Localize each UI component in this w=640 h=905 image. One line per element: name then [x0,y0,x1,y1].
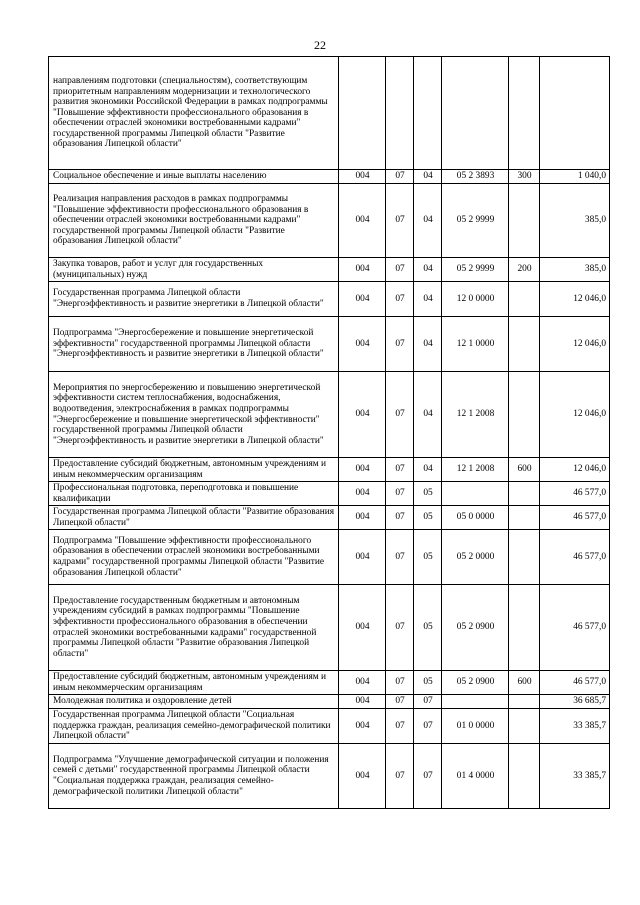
target-article-cell [442,695,509,709]
table-row [49,170,610,184]
amount-cell: 36 685,7 [540,695,610,709]
ministry-code-cell: 004 [339,695,386,709]
ministry-code-cell: 004 [339,317,386,372]
table-row [49,372,610,458]
table-row [49,744,610,809]
ministry-code-cell: 004 [339,671,386,695]
target-article-cell: 05 2 0900 [442,585,509,671]
table-row [49,709,610,744]
subsection-code-cell: 07 [414,695,442,709]
section-code-cell: 07 [386,744,414,809]
target-article-cell: 05 2 0000 [442,530,509,585]
target-article-cell: 12 1 2008 [442,372,509,458]
row-description: Предоставление субсидий бюджетным, автономным учреждениям и иным некоммерческим организациям [49,458,339,482]
table-row [49,482,610,506]
page-number: 22 [314,38,326,52]
amount-cell: 46 577,0 [540,585,610,671]
expense-type-cell [509,506,540,530]
amount-cell: 12 046,0 [540,282,610,317]
ministry-code-cell: 004 [339,458,386,482]
expense-type-cell [509,695,540,709]
section-code-cell: 07 [386,282,414,317]
table-row [49,671,610,695]
subsection-code-cell: 05 [414,482,442,506]
expense-type-cell [509,709,540,744]
target-article-cell: 05 2 9999 [442,184,509,258]
amount-cell: 12 046,0 [540,458,610,482]
row-description: Реализация направления расходов в рамках подпрограммы "Повышение эффективности профессионального образования в обеспечении отраслей экономики востребованными кадрами" государственной программы Липецкой области "Развитие образования Липецкой области" [49,184,339,258]
section-code-cell: 07 [386,695,414,709]
subsection-code-cell: 05 [414,506,442,530]
amount-cell: 33 385,7 [540,744,610,809]
row-description: Государственная программа Липецкой области "Энергоэффективность и развитие энергетики в Липецкой области" [49,282,339,317]
amount-cell: 46 577,0 [540,506,610,530]
amount-cell: 46 577,0 [540,530,610,585]
budget-table [48,56,610,809]
expense-type-cell [509,585,540,671]
section-code-cell: 07 [386,372,414,458]
expense-type-cell [509,744,540,809]
subsection-code-cell: 05 [414,671,442,695]
section-code-cell: 07 [386,530,414,585]
section-code-cell [386,57,414,170]
row-description: Предоставление государственным бюджетным и автономным учреждениям субсидий в рамках подпрограммы "Повышение эффективности профессионального образования в обеспечении отраслей экономики востребованными кадрами" государственной программы Липецкой области "Развитие образования Липецкой области" [49,585,339,671]
amount-cell: 1 040,0 [540,170,610,184]
section-code-cell: 07 [386,317,414,372]
ministry-code-cell: 004 [339,506,386,530]
expense-type-cell [509,317,540,372]
ministry-code-cell: 004 [339,184,386,258]
subsection-code-cell: 05 [414,585,442,671]
ministry-code-cell: 004 [339,258,386,282]
expense-type-cell [509,372,540,458]
expense-type-cell: 300 [509,170,540,184]
ministry-code-cell: 004 [339,372,386,458]
ministry-code-cell: 004 [339,585,386,671]
amount-cell: 33 385,7 [540,709,610,744]
subsection-code-cell: 04 [414,458,442,482]
target-article-cell [442,57,509,170]
table-row [49,506,610,530]
row-description: Государственная программа Липецкой области "Социальная поддержка граждан, реализация семейно-демографической политики Липецкой области" [49,709,339,744]
section-code-cell: 07 [386,585,414,671]
table-row [49,585,610,671]
row-description: Подпрограмма "Улучшение демографической ситуации и положения семей с детьми" государственной программы Липецкой области "Социальная поддержка граждан, реализация семейно-демографической политики Липецкой области" [49,744,339,809]
subsection-code-cell: 04 [414,170,442,184]
section-code-cell: 07 [386,258,414,282]
expense-type-cell: 200 [509,258,540,282]
target-article-cell [442,482,509,506]
row-description: Социальное обеспечение и иные выплаты населению [49,170,339,184]
row-description: Предоставление субсидий бюджетным, автономным учреждениям и иным некоммерческим организациям [49,671,339,695]
table-row [49,695,610,709]
table-row [49,258,610,282]
amount-cell: 12 046,0 [540,372,610,458]
ministry-code-cell: 004 [339,530,386,585]
amount-cell: 46 577,0 [540,671,610,695]
row-description: Закупка товаров, работ и услуг для государственных (муниципальных) нужд [49,258,339,282]
subsection-code-cell: 04 [414,282,442,317]
ministry-code-cell: 004 [339,709,386,744]
target-article-cell: 01 0 0000 [442,709,509,744]
table-row [49,184,610,258]
amount-cell: 385,0 [540,258,610,282]
subsection-code-cell: 04 [414,184,442,258]
subsection-code-cell: 04 [414,317,442,372]
section-code-cell: 07 [386,170,414,184]
subsection-code-cell: 04 [414,258,442,282]
section-code-cell: 07 [386,671,414,695]
table-row [49,530,610,585]
row-description: Мероприятия по энергосбережению и повышению энергетической эффективности систем теплоснабжения, водоснабжения, водоотведения, электроснабжения в рамках подпрограммы "Энергосбережение и повышение энергетической эффективности" государственной программы Липецкой области "Энергоэффективность и развитие энергетики в Липецкой области" [49,372,339,458]
target-article-cell: 01 4 0000 [442,744,509,809]
target-article-cell: 12 1 2008 [442,458,509,482]
row-description: Молодежная политика и оздоровление детей [49,695,339,709]
table-row [49,282,610,317]
expense-type-cell [509,482,540,506]
row-description: Профессиональная подготовка, переподготовка и повышение квалификации [49,482,339,506]
subsection-code-cell: 07 [414,744,442,809]
section-code-cell: 07 [386,506,414,530]
target-article-cell: 05 0 0000 [442,506,509,530]
section-code-cell: 07 [386,458,414,482]
ministry-code-cell: 004 [339,282,386,317]
subsection-code-cell [414,57,442,170]
expense-type-cell: 600 [509,458,540,482]
subsection-code-cell: 07 [414,709,442,744]
amount-cell: 46 577,0 [540,482,610,506]
expense-type-cell [509,282,540,317]
table-row [49,57,610,170]
expense-type-cell [509,184,540,258]
ministry-code-cell: 004 [339,170,386,184]
target-article-cell: 05 2 0900 [442,671,509,695]
section-code-cell: 07 [386,709,414,744]
amount-cell: 12 046,0 [540,317,610,372]
row-description: направлениям подготовки (специальностям), соответствующим приоритетным направлениям модернизации и технологического развития экономики Российской Федерации в рамках подпрограммы "Повышение эффективности профессионального образования в обеспечении отраслей экономики востребованными кадрами" государственной программы Липецкой области "Развитие образования Липецкой области" [49,57,339,170]
ministry-code-cell: 004 [339,744,386,809]
subsection-code-cell: 04 [414,372,442,458]
target-article-cell: 12 0 0000 [442,282,509,317]
section-code-cell: 07 [386,184,414,258]
table-row [49,317,610,372]
row-description: Подпрограмма "Энергосбережение и повышение энергетической эффективности" государственной программы Липецкой области "Энергоэффективность и развитие энергетики в Липецкой области" [49,317,339,372]
amount-cell: 385,0 [540,184,610,258]
row-description: Подпрограмма "Повышение эффективности профессионального образования в обеспечении отраслей экономики востребованными кадрами" государственной программы Липецкой области "Развитие образования Липецкой области" [49,530,339,585]
target-article-cell: 12 1 0000 [442,317,509,372]
ministry-code-cell: 004 [339,482,386,506]
target-article-cell: 05 2 3893 [442,170,509,184]
expense-type-cell [509,57,540,170]
row-description: Государственная программа Липецкой области "Развитие образования Липецкой области" [49,506,339,530]
table-row [49,458,610,482]
target-article-cell: 05 2 9999 [442,258,509,282]
expense-type-cell [509,530,540,585]
ministry-code-cell [339,57,386,170]
section-code-cell: 07 [386,482,414,506]
subsection-code-cell: 05 [414,530,442,585]
expense-type-cell: 600 [509,671,540,695]
amount-cell [540,57,610,170]
